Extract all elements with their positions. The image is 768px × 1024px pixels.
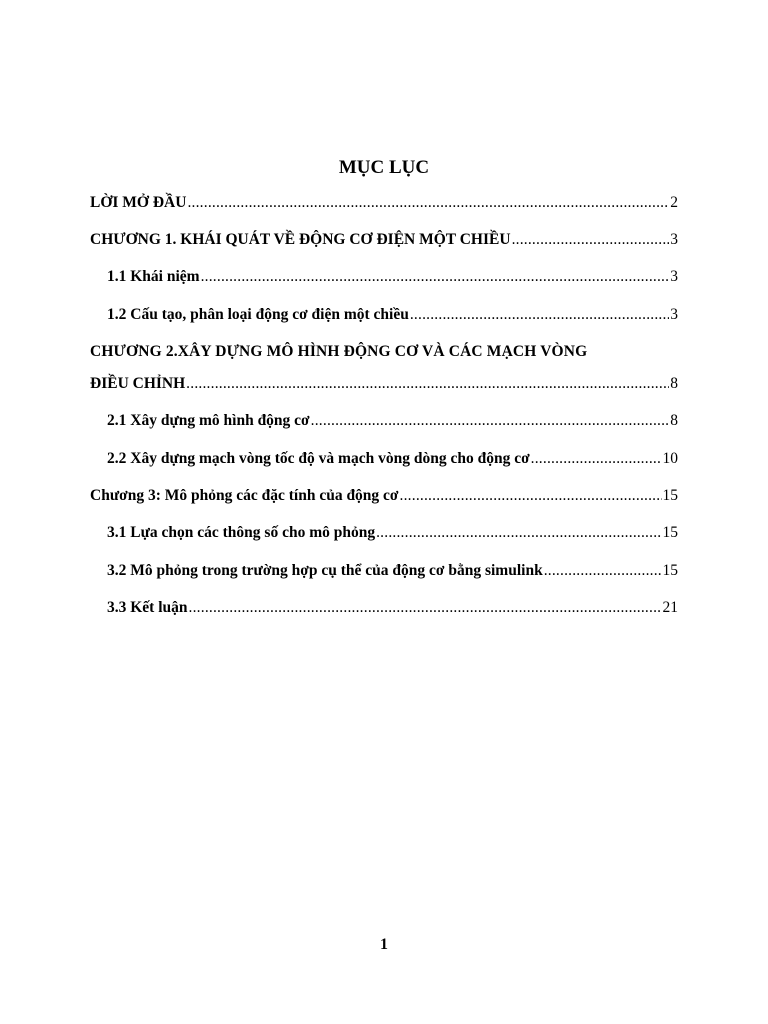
toc-entry-text: ĐIỀU CHỈNH [90, 375, 186, 392]
toc-entry-text: 1.1 Khái niệm [107, 268, 200, 285]
toc-entry-page: 15 [662, 487, 678, 504]
toc-entry-chuong-2[interactable] [90, 373, 678, 395]
toc-entry-page: 3 [670, 231, 678, 248]
toc-entry-page: 8 [670, 375, 678, 392]
toc-entry-page: 2 [670, 194, 678, 211]
toc-entry-3-3[interactable] [107, 597, 678, 619]
toc-leader-dots [201, 266, 670, 288]
toc-leader-dots [187, 192, 669, 214]
toc-leader-dots [311, 410, 670, 432]
toc-entry-text: 3.1 Lựa chọn các thông số cho mô phỏng [107, 524, 376, 541]
toc-leader-dots [544, 560, 662, 582]
toc-leader-dots [376, 522, 661, 544]
toc-entry-2-1[interactable] [107, 410, 678, 432]
toc-entry-loi-mo-dau[interactable] [90, 192, 678, 214]
toc-entry-1-2[interactable] [107, 304, 678, 326]
toc-entry-1-1[interactable] [107, 266, 678, 288]
toc-entry-text: 3.3 Kết luận [107, 599, 188, 616]
toc-entry-text: CHƯƠNG 1. KHÁI QUÁT VỀ ĐỘNG CƠ ĐIỆN MỘT CHIỀU [90, 231, 511, 248]
toc-leader-dots [186, 373, 669, 395]
toc-entry-page: 15 [662, 524, 678, 541]
toc-entry-chuong-1[interactable] [90, 229, 678, 251]
toc-entry-page: 21 [662, 599, 678, 616]
toc-leader-dots [400, 485, 662, 507]
toc-entry-chuong-2-line1[interactable]: CHƯƠNG 2.XÂY DỰNG MÔ HÌNH ĐỘNG CƠ VÀ CÁC MẠCH VÒNG [90, 343, 588, 360]
toc-entry-chuong-3[interactable] [90, 485, 678, 507]
toc-entry-text: 2.1 Xây dựng mô hình động cơ [107, 412, 310, 429]
toc-entry-page: 15 [662, 562, 678, 579]
toc-entry-text: Chương 3: Mô phỏng các đặc tính của động cơ [90, 487, 399, 504]
toc-entry-text: 3.2 Mô phỏng trong trường hợp cụ thể của động cơ bằng simulink [107, 562, 543, 579]
toc-leader-dots [189, 597, 662, 619]
toc-entry-page: 8 [670, 412, 678, 429]
toc-entry-text: LỜI MỞ ĐẦU [90, 194, 187, 211]
toc-leader-dots [531, 448, 662, 470]
toc-entry-3-2[interactable] [107, 560, 678, 582]
toc-leader-dots [410, 304, 669, 326]
toc-entry-text: 1.2 Cấu tạo, phân loại động cơ điện một chiều [107, 306, 409, 323]
toc-entry-2-2[interactable] [107, 448, 678, 470]
toc-entry-page: 3 [670, 306, 678, 323]
page-number: 1 [380, 936, 388, 953]
toc-entry-page: 3 [670, 268, 678, 285]
toc-entry-text: 2.2 Xây dựng mạch vòng tốc độ và mạch vòng dòng cho động cơ [107, 450, 530, 467]
page-title: MỤC LỤC [338, 157, 430, 178]
toc-entry-page: 10 [662, 450, 678, 467]
toc-entry-3-1[interactable] [107, 522, 678, 544]
toc-leader-dots [512, 229, 670, 251]
